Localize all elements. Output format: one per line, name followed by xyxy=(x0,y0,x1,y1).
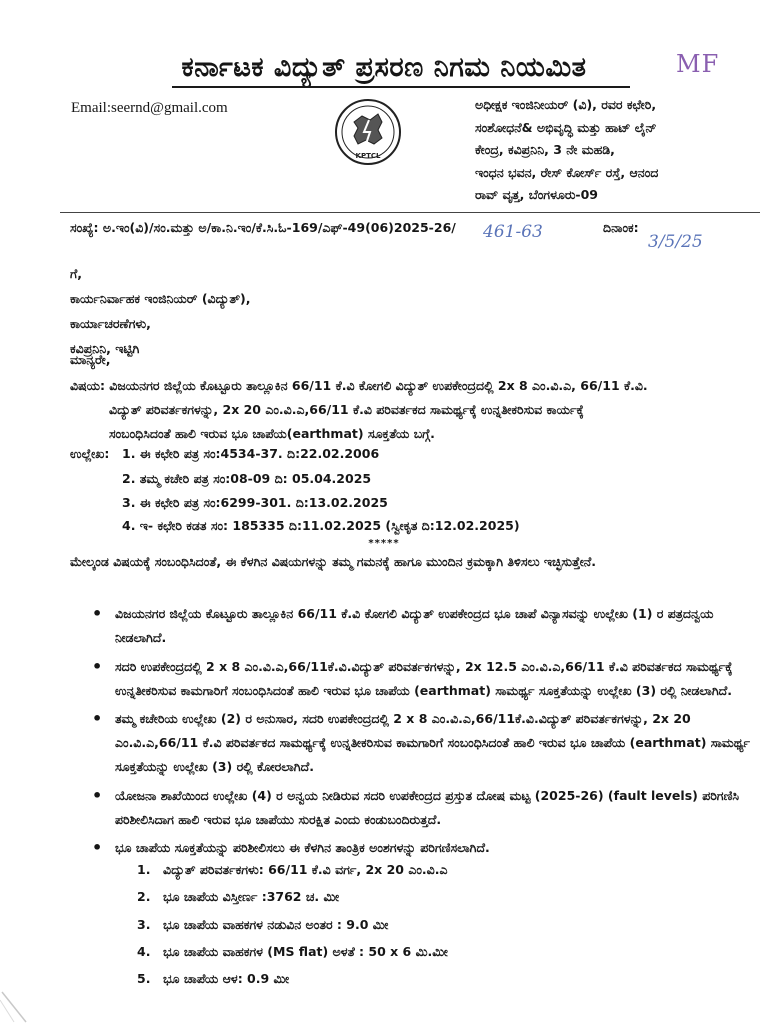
handwritten-date: 3/5/25 xyxy=(648,232,703,252)
organization-name: ಕರ್ನಾಟಕ ವಿದ್ಯುತ್ ಪ್ರಸರಣ ನಿಗಮ ನಿಯಮಿತ xyxy=(181,52,587,83)
list-item: 2. ಭೂ ಚಾಪೆಯ ವಿಸ್ತೀರ್ಣ :3762 ಚ. ಮೀ xyxy=(137,889,340,905)
address-line: ಸಂಶೋಧನೆ& ಅಭಿವೃದ್ಧಿ ಮತ್ತು ಹಾಟ್ ಲೈನ್ xyxy=(475,119,657,135)
address-line: ರಾವ್ ವೃತ್ತ, ಬೆಂಗಳೂರು-09 xyxy=(475,187,598,203)
email-address: Email:seernd@gmail.com xyxy=(71,100,228,116)
bullet-icon: • xyxy=(92,604,103,623)
logo-text: KPTCL xyxy=(355,152,381,160)
kptcl-logo-icon xyxy=(332,96,404,168)
header-divider xyxy=(60,212,760,213)
section-separator: ***** xyxy=(368,538,400,549)
subject-line: ವಿಷಯ: ವಿಜಯನಗರ ಜಿಲ್ಲೆಯ ಕೊಟ್ಟೂರು ತಾಲ್ಲೂಕಿನ 66/11 ಕೆ.ವಿ ಕೋಗಲಿ ವಿದ್ಯುತ್ ಉಪಕೇಂದ್ರದಲ್ಲಿ 2x 8 ಎಂ.ವಿ.ಎ, 66/11 ಕೆ.ವಿ. xyxy=(70,378,648,393)
page-fold-mark xyxy=(0,990,30,1024)
address-line: ಕೇಂದ್ರ, ಕವಿಪ್ರನಿನಿ, 3 ನೇ ಮಹಡಿ, xyxy=(475,142,615,158)
intro-paragraph: ಮೇಲ್ಕಂಡ ವಿಷಯಕ್ಕೆ ಸಂಬಂಧಿಸಿದಂತೆ, ಈ ಕೆಳಗಿನ ವಿಷಯಗಳನ್ನು ತಮ್ಮ ಗಮನಕ್ಕೆ ಹಾಗೂ ಮುಂದಿನ ಕ್ರಮಕ್ಕಾಗಿ ತಿಳಿಸಲು ಇಚ್ಛಿಸುತ್ತೇನೆ. xyxy=(70,554,596,569)
list-item: • ಯೋಜನಾ ಶಾಖೆಯಿಂದ ಉಲ್ಲೇಖ (4) ರ ಅನ್ವಯ ನೀಡಿರುವ ಸದರಿ ಉಪಕೇಂದ್ರದ ಪ್ರಸ್ತುತ ದೋಷ ಮಟ್ಟ (2025-26) (fault levels) ಪರಿಗಣಿಸಿ ಪರಿಶೀಲಿಸಿದಾಗ ಹಾಲಿ ಇರುವ ಭೂ ಚಾಪೆಯು ಸುರಕ್ಷಿತ ಎಂದು ಕಂಡುಬಂದಿರುತ್ತದೆ. xyxy=(92,785,740,827)
title-underline xyxy=(172,86,630,88)
bullet-icon: • xyxy=(92,785,103,805)
reference-item: 1. ಈ ಕಛೇರಿ ಪತ್ರ ಸಂ:4534-37. ದಿ:22.02.2006 xyxy=(122,446,380,461)
reference-number: ಸಂಖ್ಯೆ: ಅ.ಇಂ(ವಿ)/ಸಂ.ಮತ್ತು ಅ/ಕಾ.ನಿ.ಇಂ/ಕೆ.ಸಿ.ಓ-169/ಎಫ್-49(06)2025-26/ xyxy=(70,220,456,235)
reference-item: 2. ತಮ್ಮ ಕಚೇರಿ ಪತ್ರ ಸಂ:08-09 ದಿ: 05.04.2025 xyxy=(122,471,372,486)
list-item: • ಸದರಿ ಉಪಕೇಂದ್ರದಲ್ಲಿ 2 x 8 ಎಂ.ವಿ.ಎ,66/11ಕೆ.ವಿ.ವಿದ್ಯುತ್ ಪರಿವರ್ತಕಗಳನ್ನು, 2x 12.5 ಎಂ.ವಿ.ಎ,66/11 ಕೆ.ವಿ ಪರಿವರ್ತಕದ ಸಾಮರ್ಥ್ಯಕ್ಕೆ ಉನ್ನತೀಕರಿಸುವ ಕಾಮಗಾರಿಗೆ ಸಂಬಂಧಿಸಿದಂತೆ ಹಾಲಿ ಇರುವ ಭೂ ಚಾಪೆಯ (earthmat) ಸಾಮರ್ಥ್ಯ ಸೂಕ್ತತೆಯನ್ನು ಉಲ್ಲೇಖ (3) ರಲ್ಲಿ ನೀಡಲಾಗಿದೆ. xyxy=(92,656,733,698)
handwritten-mark: MF xyxy=(676,50,720,78)
salutation: ಮಾನ್ಯರೇ, xyxy=(70,352,111,367)
list-item: 5. ಭೂ ಚಾಪೆಯ ಆಳ: 0.9 ಮೀ xyxy=(137,971,290,987)
list-item: 1. ವಿದ್ಯುತ್ ಪರಿವರ್ತಕಗಳು: 66/11 ಕೆ.ವಿ ವರ್ಗ, 2x 20 ಎಂ.ವಿ.ಎ xyxy=(137,862,448,877)
reference-item: 4. ಇ- ಕಛೇರಿ ಕಡತ ಸಂ: 185335 ದಿ:11.02.2025 (ಸ್ವೀಕೃತ ದಿ:12.02.2025) xyxy=(122,518,520,533)
recipient-to: ಗೆ, xyxy=(70,266,83,281)
list-item: 4. ಭೂ ಚಾಪೆಯ ವಾಹಕಗಳ (MS flat) ಅಳತೆ : 50 x 6 ಮಿ.ಮೀ xyxy=(137,943,448,959)
bullet-icon: • xyxy=(92,656,103,676)
subject-line: ಸಂಬಂಧಿಸಿದಂತೆ ಹಾಲಿ ಇರುವ ಭೂ ಚಾಪೆಯ(earthmat) ಸೂಕ್ತತೆಯ ಬಗ್ಗೆ. xyxy=(109,426,435,441)
subject-block xyxy=(70,374,760,446)
bullet-icon: • xyxy=(92,838,103,858)
recipient-line: ಕಾರ್ಯಾಚರಣೆಗಳು, xyxy=(70,316,151,331)
reference-item: 3. ಈ ಕಛೇರಿ ಪತ್ರ ಸಂ:6299-301. ದಿ:13.02.2025 xyxy=(122,495,388,510)
date-label: ದಿನಾಂಕ: xyxy=(603,220,639,235)
bullet-icon: • xyxy=(92,709,103,729)
address-line: ಅಧೀಕ್ಷಕ ಇಂಜಿನೀಯರ್ (ವಿ), ರವರ ಕಛೇರಿ, xyxy=(475,97,657,112)
bullet-list xyxy=(92,602,758,865)
office-address xyxy=(475,94,755,207)
recipient-line: ಕಾರ್ಯನಿರ್ವಾಹಕ ಇಂಜಿನಿಯರ್ (ವಿದ್ಯುತ್), xyxy=(70,291,251,306)
recipient-line: ಕವಿಪ್ರನಿನಿ, ಇಟ್ಟಿಗಿ xyxy=(70,341,140,356)
list-item: 3. ಭೂ ಚಾಪೆಯ ವಾಹಕಗಳ ನಡುವಿನ ಅಂತರ : 9.0 ಮೀ xyxy=(137,916,389,932)
list-item: • ತಮ್ಮ ಕಚೇರಿಯ ಉಲ್ಲೇಖ (2) ರ ಅನುಸಾರ, ಸದರಿ ಉಪಕೇಂದ್ರದಲ್ಲಿ 2 x 8 ಎಂ.ವಿ.ಎ,66/11ಕೆ.ವಿ.ವಿದ್ಯುತ್ ಪರಿವರ್ತಕಗಳನ್ನು, 2x 20 ಎಂ.ವಿ.ಎ,66/11 ಕೆ.ವಿ ಪರಿವರ್ತಕದ ಸಾಮರ್ಥ್ಯಕ್ಕೆ ಉನ್ನತೀಕರಿಸುವ ಕಾಮಗಾರಿಗೆ ಸಂಬಂಧಿಸಿದಂತೆ ಹಾಲಿ ಇರುವ ಭೂ ಚಾಪೆಯ (earthmat) ಸಾಮರ್ಥ್ಯ ಸೂಕ್ತತೆಯನ್ನು ಉಲ್ಲೇಖ (3) ರಲ್ಲಿ ಕೋರಲಾಗಿದೆ. xyxy=(92,709,751,775)
subject-line: ವಿದ್ಯುತ್ ಪರಿವರ್ತಕಗಳನ್ನು, 2x 20 ಎಂ.ವಿ.ಎ,66/11 ಕೆ.ವಿ ಪರಿವರ್ತಕದ ಸಾಮರ್ಥ್ಯಕ್ಕೆ ಉನ್ನತೀಕರಿಸುವ ಕಾರ್ಯಕ್ಕೆ xyxy=(109,402,584,417)
references-label: ಉಲ್ಲೇಖ: xyxy=(70,446,110,461)
handwritten-reference-number: 461-63 xyxy=(483,222,543,242)
list-item: • ವಿಜಯನಗರ ಜಿಲ್ಲೆಯ ಕೊಟ್ಟೂರು ತಾಲ್ಲೂಕಿನ 66/11 ಕೆ.ವಿ ಕೋಗಲಿ ವಿದ್ಯುತ್ ಉಪಕೇಂದ್ರದ ಭೂ ಚಾಪೆ ವಿನ್ಯಾಸವನ್ನು ಉಲ್ಲೇಖ (1) ರ ಪತ್ರದನ್ವಯ ನೀಡಲಾಗಿದೆ. xyxy=(92,604,714,645)
technical-items-list xyxy=(137,862,448,998)
address-line: ಇಂಧನ ಭವನ, ರೇಸ್ ಕೋರ್ಸ್ ರಸ್ತೆ, ಆನಂದ xyxy=(475,164,659,180)
list-item: • ಭೂ ಚಾಪೆಯ ಸೂಕ್ತತೆಯನ್ನು ಪರಿಶೀಲಿಸಲು ಈ ಕೆಳಗಿನ ತಾಂತ್ರಿಕ ಅಂಶಗಳನ್ನು ಪರಿಗಣಿಸಲಾಗಿದೆ. xyxy=(92,836,758,860)
